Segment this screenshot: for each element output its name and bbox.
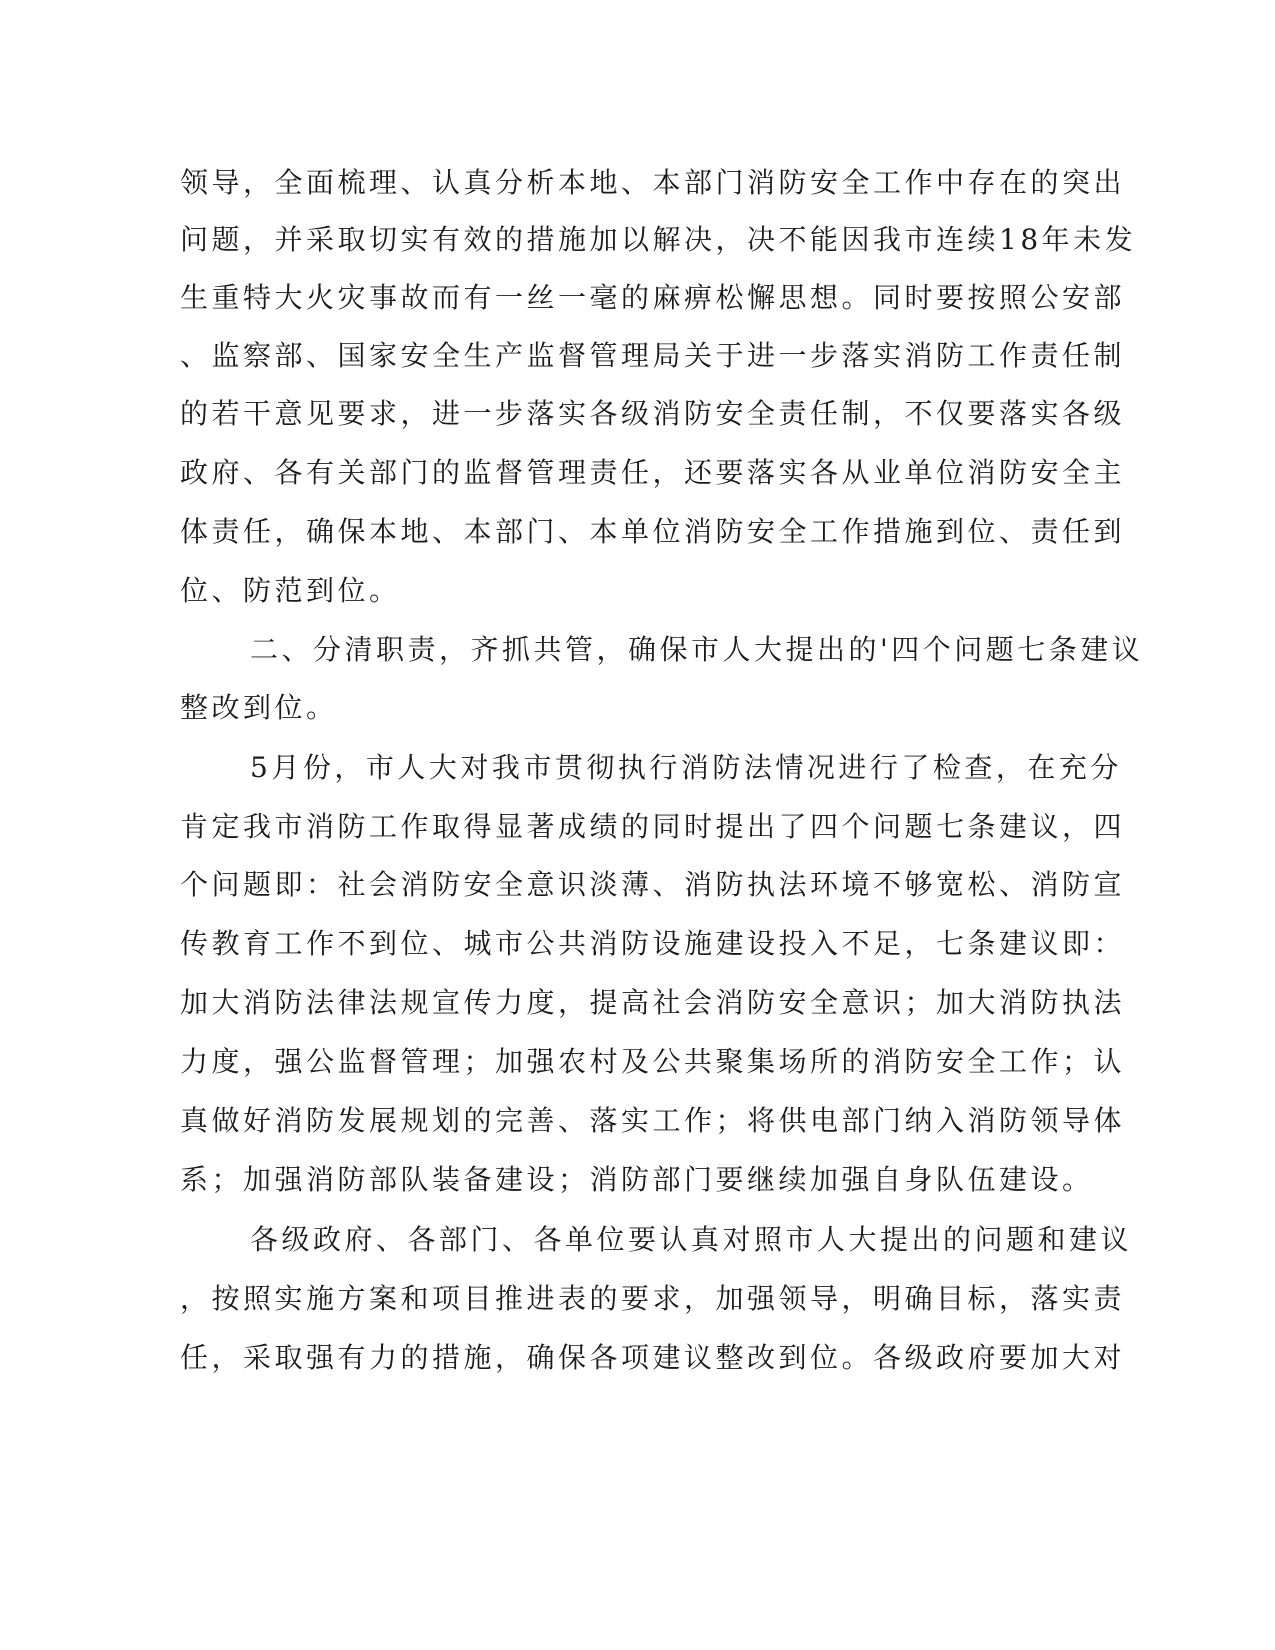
paragraph-line: 生重特大火灾事故而有一丝一毫的麻痹松懈思想。同时要按照公安部 (180, 281, 1126, 314)
paragraph-line: 、监察部、国家安全生产监督管理局关于进一步落实消防工作责任制 (180, 339, 1126, 372)
paragraph-line: 个问题即：社会消防安全意识淡薄、消防执法环境不够宽松、消防宣 (180, 868, 1126, 901)
paragraph-line: 任，采取强有力的措施，确保各项建议整改到位。各级政府要加大对 (180, 1341, 1126, 1374)
paragraph-line: 体责任，确保本地、本部门、本单位消防安全工作措施到位、责任到 (180, 515, 1126, 548)
section-heading-continued: 整改到位。 (180, 691, 338, 724)
paragraph-line: 加大消防法律法规宣传力度，提高社会消防安全意识；加大消防执法 (180, 986, 1126, 1019)
paragraph-line: 系；加强消防部队装备建设；消防部门要继续加强自身队伍建设。 (180, 1163, 1094, 1196)
paragraph-line: 政府、各有关部门的监督管理责任，还要落实各从业单位消防安全主 (180, 456, 1126, 489)
paragraph-line: 肯定我市消防工作取得显著成绩的同时提出了四个问题七条建议，四 (180, 810, 1126, 843)
paragraph-line: 领导，全面梳理、认真分析本地、本部门消防安全工作中存在的突出 (180, 166, 1126, 199)
paragraph-line: 位、防范到位。 (180, 574, 401, 607)
paragraph-line: 5月份，市人大对我市贯彻执行消防法情况进行了检查，在充分 (250, 751, 1122, 784)
section-heading: 二、分清职责，齐抓共管，确保市人大提出的'四个问题七条建议 (250, 633, 1144, 666)
paragraph-line: 真做好消防发展规划的完善、落实工作；将供电部门纳入消防领导体 (180, 1104, 1126, 1137)
paragraph-line: 力度，强公监督管理；加强农村及公共聚集场所的消防安全工作；认 (180, 1045, 1126, 1078)
paragraph-line: 问题，并采取切实有效的措施加以解决，决不能因我市连续18年未发 (180, 223, 1137, 256)
paragraph-line: 各级政府、各部门、各单位要认真对照市人大提出的问题和建议 (250, 1223, 1133, 1256)
paragraph-line: 传教育工作不到位、城市公共消防设施建设投入不足，七条建议即： (180, 927, 1126, 960)
paragraph-line: 的若干意见要求，进一步落实各级消防安全责任制，不仅要落实各级 (180, 397, 1126, 430)
paragraph-line: ，按照实施方案和项目推进表的要求，加强领导，明确目标，落实责 (180, 1282, 1126, 1315)
